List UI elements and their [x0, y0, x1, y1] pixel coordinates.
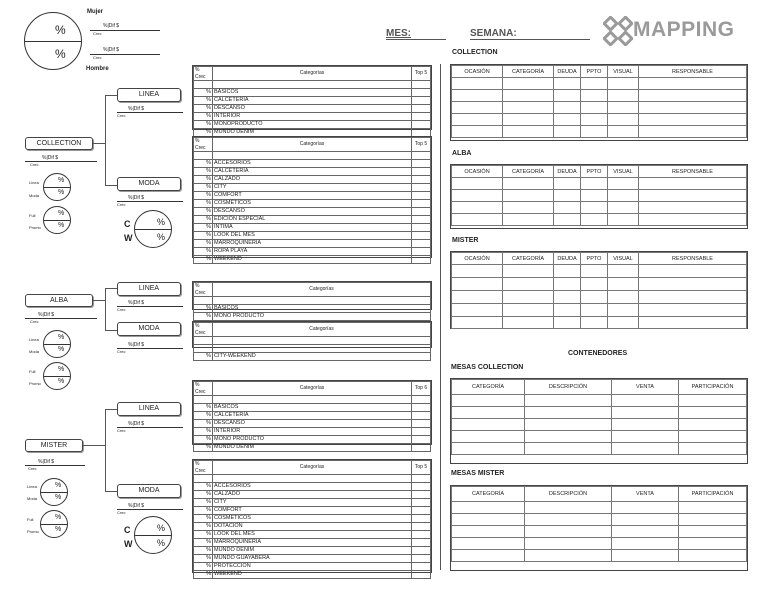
th-visual: VISUAL	[608, 166, 639, 178]
alba-section-title: ALBA	[452, 150, 472, 157]
alba-small-full: Full	[29, 369, 36, 374]
pct-bottom: %	[58, 222, 65, 229]
mister-cw-circle	[134, 516, 172, 554]
th-categoria: CATEGORÍA	[452, 487, 525, 502]
mister-linea-diff: %|Dif $	[128, 421, 145, 427]
alba-small-promo: Promo	[29, 381, 41, 386]
col-categorias: Categorías	[213, 138, 412, 152]
th-visual: VISUAL	[608, 66, 639, 78]
alba-section-table	[450, 164, 748, 229]
collection-cw-circle	[134, 210, 172, 248]
mes-label: MES:	[386, 28, 411, 39]
mister-section-table	[450, 251, 748, 329]
table-row: % CITY	[194, 499, 431, 507]
table-row: % CALZADO	[194, 176, 431, 184]
col-crec: % Crec	[194, 67, 213, 81]
table-row: % CITY-WEEKEND	[194, 353, 431, 361]
alba-linea-crec: Crec	[117, 307, 126, 312]
mister-small-promo: Promo	[27, 529, 39, 534]
col-top: Top 5	[412, 461, 431, 475]
collection-c-label: C	[124, 219, 131, 229]
alba-small-moda: Moda	[29, 349, 40, 354]
col-crec: % Crec	[194, 382, 213, 396]
mister-full-promo-circle	[40, 510, 68, 538]
mister-section-title: MISTER	[452, 237, 479, 244]
table-row: % LOOK DEL MES	[194, 531, 431, 539]
mister-small-linea: Linea	[27, 484, 37, 489]
gender-circle	[24, 12, 82, 70]
pct-bottom: %	[157, 232, 166, 242]
collection-full-promo-circle	[43, 206, 71, 234]
table-row: % MUNDO DENIM	[194, 444, 431, 452]
mister-diff: %|Dif $	[38, 459, 55, 465]
mujer-diff: %|Dif $	[103, 23, 120, 29]
pct-top: %	[58, 210, 65, 217]
mister-c-label: C	[124, 525, 131, 535]
th-categoria: CATEGORÍA	[503, 66, 554, 78]
mister-small-full: Full	[27, 517, 34, 522]
table-row: % CALCETERÍA	[194, 97, 431, 105]
hombre-crec: Crec	[93, 55, 102, 60]
mister-linea-moda-circle	[40, 478, 68, 506]
collection-section-title: COLLECTION	[452, 49, 498, 56]
pct-bottom: %	[55, 526, 62, 533]
hombre-label: Hombre	[86, 66, 109, 72]
mesas-mister-title: MESAS MISTER	[451, 470, 505, 477]
mister-box: MISTER	[25, 439, 83, 452]
mesas-mister-table	[450, 485, 748, 571]
table-row: % MUNDO DENIM	[194, 547, 431, 555]
alba-linea-diff: %|Dif $	[128, 300, 145, 306]
table-row: % LOOK DEL MES	[194, 232, 431, 240]
table-row: % DESCANSO	[194, 208, 431, 216]
hombre-pct: %	[55, 47, 66, 61]
col-crec: % Crec	[194, 283, 213, 297]
collection-small-moda: Moda	[29, 193, 40, 198]
hombre-diff: %|Dif $	[103, 47, 120, 53]
collection-linea-box: LINEA	[117, 88, 181, 102]
pct-bottom: %	[157, 538, 166, 548]
table-row: % COSMÉTICOS	[194, 200, 431, 208]
pct-bottom: %	[55, 494, 62, 501]
mapping-logo-text: MAPPING	[633, 18, 735, 41]
mesas-collection-title: MESAS COLLECTION	[451, 364, 524, 371]
col-categorias: Categorías	[213, 323, 431, 337]
pct-top: %	[55, 482, 62, 489]
th-categoria: CATEGORÍA	[452, 380, 525, 395]
th-participacion: PARTICIPACIÓN	[679, 487, 747, 502]
th-deuda: DEUDA	[554, 66, 581, 78]
pct-bottom: %	[58, 378, 65, 385]
alba-full-promo-circle	[43, 362, 71, 390]
alba-linea-moda-circle	[43, 330, 71, 358]
pct-top: %	[58, 177, 65, 184]
table-row: % CALZADO	[194, 491, 431, 499]
th-deuda: DEUDA	[554, 166, 581, 178]
table-row: % INTERIOR	[194, 428, 431, 436]
alba-diff: %|Dif $	[38, 312, 55, 318]
th-responsable: RESPONSABLE	[639, 166, 747, 178]
mister-linea-box: LINEA	[117, 402, 181, 416]
collection-section-table	[450, 64, 748, 141]
table-row: % DOTACION	[194, 523, 431, 531]
collection-moda-table	[192, 136, 432, 263]
mister-small-moda: Moda	[27, 496, 38, 501]
alba-crec: Crec	[30, 319, 39, 324]
collection-small-full: Full	[29, 213, 36, 218]
table-row: % COSMETICOS	[194, 515, 431, 523]
pct-top: %	[157, 217, 166, 227]
mujer-label: Mujer	[87, 9, 104, 15]
th-venta: VENTA	[612, 380, 679, 395]
th-responsable: RESPONSABLE	[639, 66, 747, 78]
table-row: % EDICIÓN ESPECIAL	[194, 216, 431, 224]
col-categorias: Categorías	[213, 283, 431, 297]
mister-w-label: W	[124, 539, 133, 549]
th-descripcion: DESCRIPCIÓN	[525, 380, 612, 395]
pct-bottom: %	[58, 346, 65, 353]
table-row: % MUNDO GUAYABERA	[194, 555, 431, 563]
th-deuda: DEUDA	[554, 253, 581, 265]
table-row: % BÁSICOS	[194, 404, 431, 412]
contenedores-title: CONTENEDORES	[568, 350, 628, 357]
table-row: % MUNDO DENIM	[194, 129, 431, 137]
th-ppto: PPTO	[581, 166, 608, 178]
table-row: % ACCESORIOS	[194, 483, 431, 491]
collection-linea-crec: Crec	[117, 113, 126, 118]
table-row: % BÁSICOS	[194, 305, 431, 313]
alba-linea-box: LINEA	[117, 282, 181, 296]
col-top: Top 6	[412, 382, 431, 396]
table-row: % MARROQUINERIA	[194, 240, 431, 248]
mapping-logo-icon	[603, 16, 633, 46]
collection-moda-diff: %|Dif $	[128, 195, 145, 201]
table-row: % INTIMA	[194, 224, 431, 232]
th-ppto: PPTO	[581, 66, 608, 78]
table-row: % COMFORT	[194, 192, 431, 200]
table-row: % WEEKEND	[194, 571, 431, 579]
pct-top: %	[157, 523, 166, 533]
th-ocasion: OCASIÓN	[452, 66, 503, 78]
collection-w-label: W	[124, 233, 133, 243]
th-venta: VENTA	[612, 487, 679, 502]
alba-small-linea: Linea	[29, 337, 39, 342]
col-top: Top 5	[412, 67, 431, 81]
collection-linea-diff: %|Dif $	[128, 106, 145, 112]
collection-linea-moda-circle	[43, 173, 71, 201]
th-descripcion: DESCRIPCIÓN	[525, 487, 612, 502]
collection-moda-crec: Crec	[117, 202, 126, 207]
mister-crec: Crec	[28, 466, 37, 471]
table-row: % DESCANSO	[194, 105, 431, 113]
col-crec: % Crec	[194, 138, 213, 152]
alba-linea-table	[192, 281, 432, 320]
th-categoria: CATEGORÍA	[503, 253, 554, 265]
th-responsable: RESPONSABLE	[639, 253, 747, 265]
table-row: % MONOPRODUCTO	[194, 121, 431, 129]
pct-top: %	[58, 334, 65, 341]
mister-linea-crec: Crec	[117, 428, 126, 433]
mister-linea-table	[192, 380, 432, 451]
alba-box: ALBA	[25, 294, 93, 307]
pct-top: %	[55, 514, 62, 521]
th-participacion: PARTICIPACIÓN	[679, 380, 747, 395]
th-ocasion: OCASIÓN	[452, 166, 503, 178]
pct-top: %	[58, 366, 65, 373]
collection-small-promo: Promo	[29, 225, 41, 230]
col-categorias: Categorías	[213, 461, 412, 475]
pct-bottom: %	[58, 189, 65, 196]
th-visual: VISUAL	[608, 253, 639, 265]
th-categoria: CATEGORÍA	[503, 166, 554, 178]
semana-label: SEMANA:	[470, 28, 517, 39]
alba-moda-table	[192, 321, 432, 360]
table-row: % BÁSICOS	[194, 89, 431, 97]
col-top: Top 5	[412, 138, 431, 152]
mister-moda-box: MODA	[117, 484, 181, 498]
mister-moda-table	[192, 459, 432, 578]
table-row: % COMFORT	[194, 507, 431, 515]
table-row: % MONO PRODUCTO	[194, 313, 431, 321]
collection-diff: %|Dif $	[42, 155, 59, 161]
table-row: % PROTECCION	[194, 563, 431, 571]
th-ocasion: OCASIÓN	[452, 253, 503, 265]
table-row: % CALCETERÍA	[194, 168, 431, 176]
col-categorias: Categorías	[213, 67, 412, 81]
mujer-crec: Crec	[93, 31, 102, 36]
alba-moda-diff: %|Dif $	[128, 342, 145, 348]
collection-crec: Crec	[30, 162, 39, 167]
col-categorias: Categorías	[213, 382, 412, 396]
collection-linea-table	[192, 65, 432, 136]
table-row: % CITY	[194, 184, 431, 192]
th-ppto: PPTO	[581, 253, 608, 265]
collection-small-linea: Linea	[29, 180, 39, 185]
table-row: % INTERIOR	[194, 113, 431, 121]
table-row: % MARROQUINERIA	[194, 539, 431, 547]
table-row: % ROPA PLAYA	[194, 248, 431, 256]
col-crec: % Crec	[194, 461, 213, 475]
mujer-pct: %	[55, 23, 66, 37]
table-row: % DESCANSO	[194, 420, 431, 428]
table-row: % ACCESORIOS	[194, 160, 431, 168]
mister-moda-diff: %|Dif $	[128, 503, 145, 509]
col-crec: % Crec	[194, 323, 213, 337]
alba-moda-crec: Crec	[117, 349, 126, 354]
table-row: % WEEKEND	[194, 256, 431, 264]
collection-moda-box: MODA	[117, 177, 181, 191]
mister-moda-crec: Crec	[117, 510, 126, 515]
mesas-collection-table	[450, 378, 748, 464]
table-row: % MONO PRODUCTO	[194, 436, 431, 444]
alba-moda-box: MODA	[117, 322, 181, 336]
table-row: % CALCETERÍA	[194, 412, 431, 420]
collection-box: COLLECTION	[25, 137, 93, 150]
